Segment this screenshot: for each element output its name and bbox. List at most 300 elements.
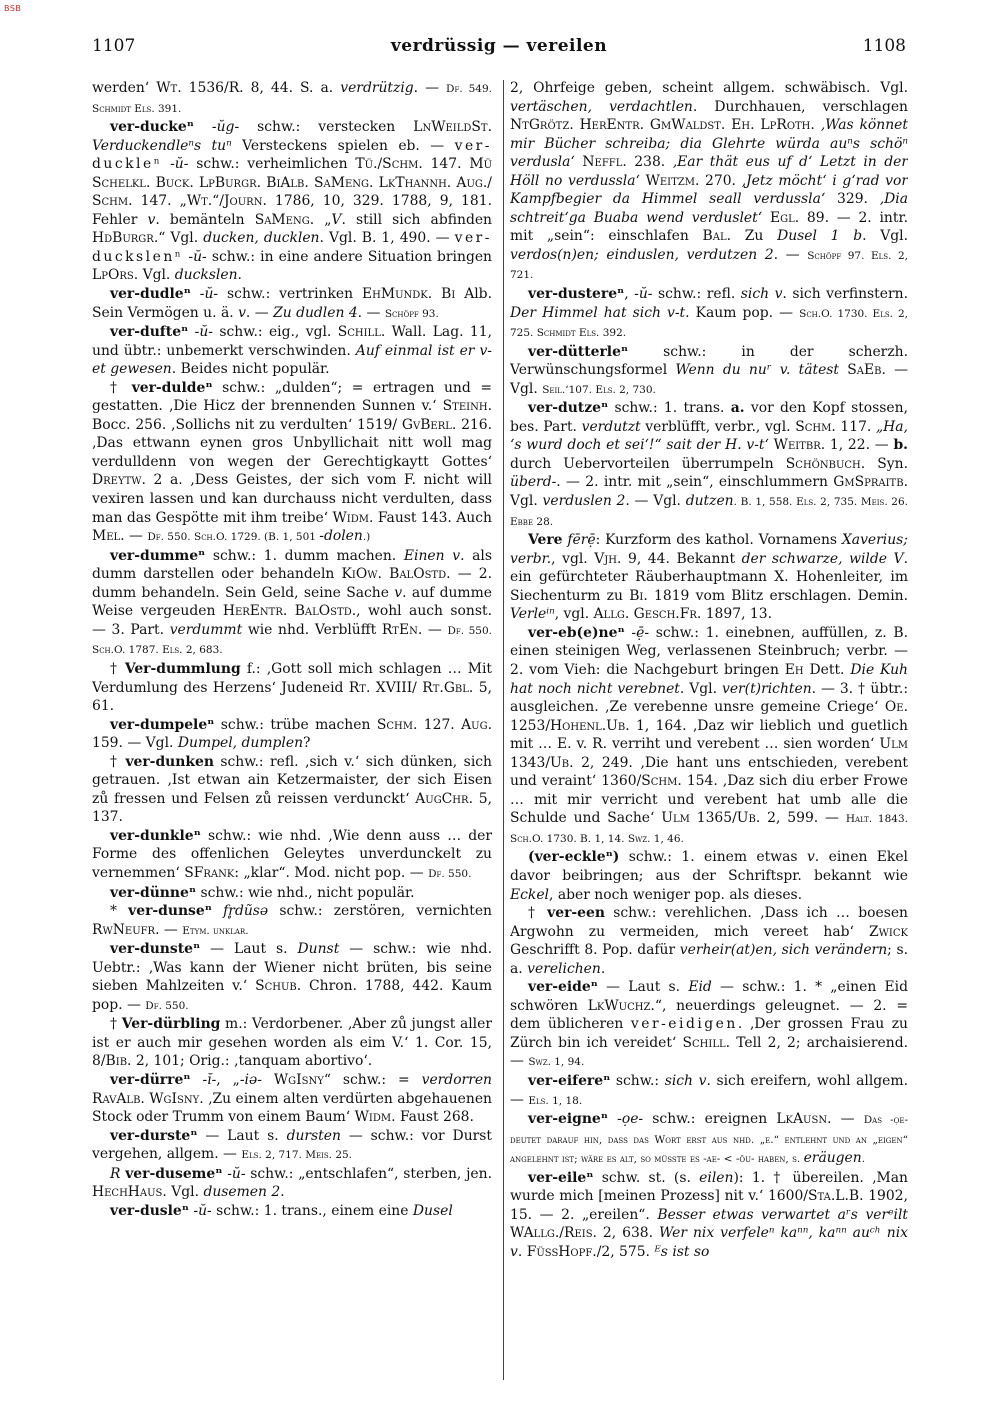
- entry-text: schw.: eig., vgl.: [212, 324, 338, 341]
- entry-text: -ŭ-: [227, 1165, 246, 1182]
- entry-text: Ulm: [661, 810, 690, 827]
- entry-text: schw. st. (s.: [593, 1169, 700, 1186]
- entry-text: . 1787.: [121, 644, 163, 657]
- entry-text: [839, 362, 847, 378]
- entry-text: GmSpraitb: [833, 474, 904, 491]
- entry-text: Sta.L.B: [808, 1188, 860, 1205]
- entry-text: Schmidt: [536, 327, 576, 340]
- entry-text: .: [487, 119, 492, 136]
- entry-text: Das -ọe- deutet darauf hin, dass das Wort erst aus nhd. „e.“ entlehnt und an „eigen“ angelehnt ist; wäre es alt, so müsste es -ae- < -ŏu- haben, s.: [510, 1114, 908, 1166]
- entry-text: KiOw. BalOstd: [341, 566, 447, 583]
- entry-text: . sich ereifern, wohl allgem. —: [510, 1072, 908, 1108]
- entry-headword: ver-dutzeⁿ: [528, 400, 609, 417]
- entry-text: . —: [773, 246, 808, 263]
- entry-text: Df: [447, 624, 461, 637]
- left-column: [92, 79, 492, 1379]
- entry-text: ver-duckleⁿ: [92, 137, 492, 173]
- entry-text: . 550.: [441, 867, 472, 880]
- entry-headword: ver-duldeⁿ: [131, 379, 213, 396]
- page-number-left: 1107: [92, 36, 136, 56]
- entry-text: Geschrifft 8. Pop. dafür: [510, 942, 680, 959]
- entry-text: ducken, ducklen: [203, 230, 320, 247]
- entry-text: Schm: [641, 773, 678, 790]
- entry-text: v: [394, 584, 403, 601]
- entry-text: .‘107.: [561, 383, 596, 396]
- entry-headword: ver-dütterleⁿ: [528, 343, 629, 360]
- entry-text: , vgl.: [551, 550, 595, 567]
- entry-text: überd-: [510, 474, 557, 491]
- entry-text: [191, 1072, 203, 1088]
- entry-text: dursten: [286, 1127, 341, 1144]
- entry-text: . 2, 101; Orig.: ‚tanquam abortivo‘.: [127, 1053, 373, 1070]
- entry-text: -ĭ-: [202, 1071, 217, 1088]
- entry-text: Halt: [845, 813, 869, 826]
- entry-text: m.: Verdorbener. ‚Aber zů jungst aller ist er auch mir gesehen worden als eim V.‘ 1. Cor. 15, 8/: [92, 1016, 492, 1070]
- entry-text: . 117.: [831, 418, 876, 435]
- entry-headword: ver-eileⁿ: [528, 1169, 594, 1186]
- entry-text: schw.: refl.: [652, 286, 741, 303]
- entry-text: SaMeng: [254, 211, 310, 228]
- entry-text: AugChr: [415, 790, 469, 807]
- entry-text: Allg. Gesch.Fr: [593, 606, 697, 623]
- entry-text: . —: [413, 80, 447, 96]
- entry-text: : Kurzform des kathol. Vornamens: [595, 532, 842, 549]
- entry-text: Sch.O: [799, 307, 830, 320]
- entry-text: NtGrötz. HerEntr. GmWaldst. Eh. LpRoth: [510, 117, 811, 134]
- entry-text: Df: [147, 531, 161, 544]
- entry-text: Swz: [627, 832, 648, 845]
- entry-text: Rt.Gbl: [422, 679, 469, 696]
- entry-text: -ŭ-: [193, 1202, 212, 1219]
- dictionary-entry: [510, 79, 908, 285]
- entry-text: . 2 a. ‚Dess Geistes, der sich vom F. nicht will vexiren lassen und kan durchauss nicht verdulten, dass man das Gespötte mit ihm treibe‘: [92, 472, 492, 526]
- entry-text: — Laut s.: [197, 1127, 287, 1144]
- entry-text: HdBurgr: [92, 230, 154, 247]
- right-column: [510, 79, 908, 1379]
- entry-text: .: [810, 117, 821, 134]
- entry-text: Eckel: [510, 886, 549, 903]
- entry-text: Dunst: [297, 941, 340, 958]
- entry-text: . Kaum pop. —: [685, 304, 800, 321]
- entry-text: . Syn.: [860, 455, 908, 472]
- entry-text: Mel: [92, 528, 121, 545]
- entry-text: . als dumm darstellen oder behandeln: [92, 547, 492, 583]
- entry-text: Eh: [784, 661, 804, 678]
- entry-text: Seil: [542, 383, 562, 396]
- entry-text: Schill: [337, 324, 381, 341]
- entry-text: . 2, 717.: [258, 1149, 306, 1162]
- entry-text: Wenn du nuʳ v. tätest: [675, 362, 840, 379]
- entry-text: f.: ‚Gott soll mich schlagen … Mit Verdumlung des Herzens‘ Judeneid: [92, 660, 492, 696]
- entry-text: . B. 1, 558.: [733, 496, 797, 509]
- entry-text: . —: [245, 304, 274, 321]
- entry-text: .: [280, 1184, 285, 1201]
- entry-text: EhMundk. Bi: [362, 286, 456, 303]
- entry-text: [262, 1072, 274, 1088]
- running-title: verdrüssig — vereilen: [390, 36, 608, 56]
- entry-text: — schw.: vor Durst vergehen, allgem. —: [92, 1127, 492, 1163]
- entry-text: 93.: [418, 307, 439, 320]
- entry-text: . 1, 46.: [647, 832, 684, 845]
- entry-text: Xaverius; verbr.: [510, 532, 908, 567]
- entry-text: sich v: [740, 286, 783, 303]
- entry-text: Bal: [702, 228, 727, 245]
- entry-text: Verleⁱⁿ: [510, 606, 555, 623]
- dictionary-entry: [510, 978, 908, 1072]
- entry-text: ver-duckslenⁿ: [92, 230, 492, 265]
- entry-text: .: [237, 267, 242, 284]
- entry-text: †: [110, 660, 125, 677]
- dictionary-entry: [510, 904, 908, 978]
- entry-text: Schm: [376, 716, 413, 733]
- entry-text: Einen v: [403, 547, 461, 564]
- entry-text: schw.: trübe machen: [214, 716, 377, 733]
- entry-text: †: [110, 1016, 122, 1033]
- entry-text: Journ: [223, 193, 263, 210]
- entry-text: Schmidt: [92, 102, 131, 115]
- entry-text: . 270.: [694, 172, 742, 189]
- entry-text: Schöpf: [807, 249, 842, 262]
- entry-text: . Vgl.: [162, 1184, 204, 1201]
- entry-text: . 2, 730.: [612, 383, 656, 396]
- entry-text: . Beides nicht populär.: [171, 361, 330, 378]
- entry-headword: ver-een: [547, 905, 605, 922]
- entry-text: [162, 156, 170, 172]
- entry-text: . 2, 638.: [592, 1225, 659, 1242]
- entry-text: . Wall. Lag. 11, und übtr.: unbemerkt verschwinden.: [92, 324, 492, 359]
- entry-text: schw.: vertrinken: [218, 286, 363, 303]
- entry-text: 1365/: [689, 810, 737, 827]
- entry-text: ; s. a.: [510, 942, 908, 977]
- entry-headword: ver-eigneⁿ: [528, 1111, 608, 1128]
- entry-text: dutzen: [685, 493, 734, 510]
- dictionary-entry: [510, 1169, 908, 1262]
- dictionary-entry: [92, 940, 492, 1015]
- entry-text: . Tell 2, 2; archaisierend. —: [510, 1034, 908, 1070]
- entry-text: . —: [827, 1111, 864, 1128]
- dictionary-entry: [510, 531, 908, 624]
- entry-text: Sch.O: [510, 832, 540, 845]
- entry-text: Schm: [795, 418, 832, 435]
- entry-text: . — 2. dumm behandeln. Sein Geld, seine Sache: [92, 566, 492, 601]
- entry-text: . 550.: [158, 999, 189, 1012]
- dictionary-entry: [92, 379, 492, 547]
- entry-text: 28.: [533, 515, 554, 528]
- entry-text: fērẹ̄: [567, 532, 596, 549]
- dictionary-entry: [510, 1072, 908, 1110]
- entry-text: [191, 286, 200, 302]
- entry-text: ‚Ear thät eus uf d‘ Letzt in der Höll no verdussla‘: [510, 154, 908, 189]
- entry-text: Dusel 1 b: [777, 228, 863, 245]
- entry-text: [212, 903, 223, 919]
- entry-text: Zu dudlen 4: [273, 304, 358, 321]
- entry-text: . XVIII/: [365, 679, 423, 696]
- entry-text: . 25.: [328, 1149, 353, 1162]
- entry-headword: ver-dursteⁿ: [110, 1127, 198, 1144]
- entry-text: -iə-: [239, 1071, 262, 1088]
- entry-text: . ‚Zu einem alten verdürten abgehauenen Stock oder Trumm von einem Baum‘: [92, 1090, 492, 1126]
- entry-text: Zwick: [868, 923, 908, 940]
- entry-text: Vjh: [594, 550, 618, 567]
- entry-text: durch Uebervorteilen überrumpeln: [510, 455, 786, 472]
- entry-text: 2, Ohrfeige geben, scheint allgem. schwäbisch. Vgl.: [510, 80, 908, 96]
- entry-text: Versteckens spielen eb. —: [231, 137, 455, 154]
- entry-text: schw.: in eine andere Situation bringen: [206, 248, 492, 265]
- entry-text: Weitbr: [773, 437, 821, 454]
- entry-text: ./2, 575.: [592, 1243, 655, 1260]
- entry-text: Sch.O: [92, 644, 122, 657]
- entry-text: . 1819 vom Blitz erschlagen. Demin.: [643, 587, 908, 604]
- entry-text: . Vgl.: [862, 228, 908, 245]
- entry-text: schw.: verstecken: [239, 119, 414, 136]
- page-number-right: 1108: [862, 36, 906, 56]
- entry-text: . 216. ‚Das ettwann eynen gros Unbyllichait nitt woll mag verdulldenn von wegen der Gerechtigkaytt Gottes‘: [92, 416, 492, 470]
- entry-text: . 1729. (B. 1, 501: [223, 531, 320, 544]
- entry-text: Ulm: [879, 736, 908, 753]
- entry-text: . 9, 44. Bekannt: [617, 550, 742, 567]
- dictionary-entry: [92, 323, 492, 379]
- entry-text: Weitzm: [645, 172, 695, 189]
- entry-text: . 550.: [460, 624, 492, 637]
- entry-text: Rt: [348, 679, 366, 696]
- entry-text: Bib: [105, 1053, 128, 1070]
- entry-text: LkWuchz: [587, 997, 651, 1014]
- dictionary-entry: [92, 753, 492, 827]
- entry-text: Els: [796, 496, 814, 509]
- entry-headword: ver-eifereⁿ: [528, 1072, 611, 1089]
- entry-text: . — Vgl.: [625, 493, 686, 510]
- entry-text: vertäschen, verdachtlen: [510, 98, 693, 115]
- entry-text: . — 3. † übtr.: ausgleichen. ‚Ze verebenne unsre gemeine Criege‘: [510, 680, 908, 716]
- entry-headword: ver-dummeⁿ: [110, 547, 206, 564]
- entry-text: HerEntr. BalOstd: [222, 603, 352, 620]
- entry-text: . 147. „: [128, 193, 187, 210]
- entry-text: . Vgl.: [133, 267, 175, 284]
- entry-text: . einen Ekel davor beibringen; aus der Schriftspr. bekannt wie: [510, 849, 908, 884]
- entry-text: Wt: [156, 80, 178, 96]
- entry-text: Hohenl.Ub: [550, 717, 626, 734]
- entry-text: verdummt: [169, 621, 243, 638]
- entry-text: V: [331, 211, 342, 228]
- entry-text: schw.: refl. ‚sich v.‘ sich dünken, sich getrauen. ‚Ist etwan ain Ketzermaister, der sich Eisen zů fressen und Felsen zů reissen verdunckt‘: [92, 753, 492, 807]
- entry-text: ‚Dia schtreit‘ga Buaba wend verduslet‘: [510, 191, 908, 226]
- entry-text: schw.: 1. trans.: [608, 400, 731, 417]
- page-header: [92, 36, 906, 66]
- entry-text: wie nhd. Verblüfft: [242, 621, 382, 638]
- entry-text: ver(t)richten: [721, 680, 812, 697]
- entry-headword: Ver-dürbling: [121, 1016, 221, 1033]
- dictionary-entry: [92, 660, 492, 716]
- entry-text: Schub: [255, 978, 297, 995]
- entry-text: schw.: 1. trans., einem eine: [211, 1202, 413, 1219]
- entry-text: . ‚Der grossen Frau zu Zürch bin ich vereidet‘: [510, 1016, 908, 1051]
- entry-text: schw.: „dulden“; = ertragen und = gestatten. ‚Die Hicz der brennenden Sunnen v.‘: [92, 379, 492, 415]
- entry-text: Schm: [92, 193, 129, 210]
- entry-text: — schw.: 1. * „einen Eid schwören: [510, 979, 908, 1014]
- entry-text: schw.: ereignen: [643, 1111, 777, 1128]
- entry-text: †: [528, 905, 548, 922]
- entry-text: . 1536/R. 8, 44. S. a.: [177, 80, 341, 96]
- entry-text: Els: [872, 307, 890, 320]
- entry-text: ./: [482, 174, 492, 191]
- entry-text: . Faust 143. Auch: [369, 509, 492, 526]
- entry-text: .): [362, 531, 371, 544]
- entry-headword: ver-dunsteⁿ: [110, 941, 201, 958]
- dictionary-entry: [92, 716, 492, 753]
- dictionary-entry: [92, 547, 492, 660]
- entry-text: ?: [303, 735, 311, 752]
- entry-text: 97.: [841, 249, 871, 262]
- entry-text: -ŭg-: [211, 119, 240, 136]
- entry-text: †: [110, 379, 132, 396]
- entry-text: Etym: [182, 924, 207, 937]
- entry-text: ., wohl auch sonst. — 3. Part.: [92, 603, 492, 638]
- entry-text: Dreytw: [92, 472, 142, 489]
- entry-text: — Laut s.: [200, 941, 298, 958]
- entry-text: . Vgl.: [679, 680, 722, 697]
- dictionary-entry: [510, 285, 908, 343]
- entry-text: Df: [446, 83, 460, 95]
- entry-text: Els: [162, 644, 180, 657]
- entry-text: . —: [155, 921, 183, 938]
- entry-headword: Vere: [528, 532, 563, 549]
- entry-text: Dumpel, dumplen: [177, 735, 304, 752]
- entry-text: . 159. — Vgl.: [92, 716, 492, 752]
- entry-text: eräugen: [803, 1150, 862, 1167]
- entry-text: verdorren: [421, 1071, 492, 1088]
- entry-text: “ schw.: =: [323, 1071, 422, 1088]
- entry-text: . 550.: [160, 531, 194, 544]
- entry-text: ver-eidigen: [630, 1016, 738, 1033]
- entry-text: Wt: [186, 193, 208, 210]
- entry-text: verheir(at)en, sich verändern: [679, 942, 888, 959]
- entry-text: [194, 119, 212, 135]
- entry-text: . —: [357, 304, 385, 321]
- entry-headword: ver-dusemeⁿ: [125, 1165, 223, 1182]
- entry-text: Swz: [528, 1056, 548, 1069]
- entry-text: Schöpf: [384, 307, 419, 320]
- entry-headword: ver-dustereⁿ: [528, 286, 625, 303]
- entry-text: . Bocc. 256. ‚Sollichs nit zu verdulten‘ 1519/: [92, 398, 492, 433]
- entry-headword: ver-dumpeleⁿ: [110, 716, 215, 733]
- entry-text: WgIsny: [273, 1071, 324, 1088]
- entry-text: . Vgl. B. 1, 490. —: [319, 230, 455, 247]
- entry-text: .: [861, 1153, 866, 1166]
- dictionary-entry: [510, 848, 908, 904]
- entry-text: Ub: [550, 754, 570, 771]
- entry-text: Der Himmel hat sich v-t: [510, 304, 686, 321]
- entry-text: ‚Jetz möcht‘ i g‘rad vor Kampfbegier da Himmel seall verdussla‘: [510, 172, 908, 208]
- entry-text: . 1786, 10, 329. 1788, 9, 181. Fehler: [92, 193, 492, 228]
- entry-text: . Vgl.: [510, 474, 908, 510]
- entry-text: [762, 210, 770, 226]
- entry-text: Besser etwas verwartet aʳs verᵉilt: [657, 1206, 908, 1223]
- entry-text: ): 1. † übereilen. ‚Man wurde mich [meinen Prozess] nit v.‘ 1600/: [510, 1169, 908, 1205]
- entry-text: -ŭ-: [194, 324, 213, 341]
- entry-text: Els: [595, 383, 613, 396]
- entry-headword: ver-ducke: [110, 119, 187, 136]
- entry-text: . 1730. B. 1, 14.: [539, 832, 628, 845]
- entry-text: LnWeildSt: [413, 119, 488, 136]
- entry-text: , „: [216, 1071, 240, 1088]
- entry-text: Wer nix verfeleⁿ kaⁿⁿ, kaⁿⁿ auᶜʰ nix v: [510, 1225, 908, 1260]
- entry-text: WAllg./Reis: [510, 1225, 593, 1242]
- entry-text: RavAlb. WgIsny: [92, 1090, 200, 1107]
- dictionary-entry: [92, 884, 492, 903]
- entry-text: Ebbe: [510, 515, 534, 528]
- entry-text: schw.:: [610, 1072, 665, 1089]
- dictionary-entry: [92, 1127, 492, 1165]
- entry-text: ‚Was könnet mir Bücher schreiba; dia Glehrte würda auⁿs schöⁿ verdusla‘: [510, 117, 908, 171]
- entry-text: verduslen 2: [542, 493, 626, 510]
- entry-text: . 1730.: [829, 307, 873, 320]
- entry-text: ᴱs ist so: [654, 1243, 710, 1260]
- entry-headword: ver-dufteⁿ: [110, 324, 189, 341]
- entry-text: . 2, 249. ‚Die hant uns entschieden, verebent und veraint‘ 1360/: [510, 754, 908, 790]
- entry-text: schw.: verehlichen. ‚Dass ich … boesen Argwohn zu vermeiden, mich vereet hab‘: [510, 905, 908, 940]
- entry-text: Mü Schelkl. Buck. LpBurgr. BiAlb. SaMeng. LkThannh. Aug: [92, 156, 492, 191]
- entry-text: Egl: [769, 209, 795, 226]
- entry-text: schw.: wie nhd., nicht populär.: [196, 884, 415, 901]
- entry-headword: ver-dunken: [125, 753, 214, 770]
- entry-text: .“/: [207, 193, 224, 210]
- entry-headword: ver-eideⁿ: [528, 979, 598, 996]
- entry-text: Neffl: [582, 154, 623, 171]
- dictionary-entry: [92, 1015, 492, 1071]
- entry-text: Els. 391.: [130, 102, 182, 115]
- entry-headword: ver-dudleⁿ: [110, 286, 191, 303]
- entry-text: RwNeufr: [92, 921, 156, 938]
- entry-text: , vgl.: [554, 606, 594, 623]
- entry-text: .: [600, 960, 606, 977]
- entry-text: . 1902, 15. — 2. „ereilen“.: [510, 1188, 908, 1223]
- entry-text: . unklar.: [206, 924, 249, 937]
- entry-text: schw.: 1. dumm machen.: [205, 547, 404, 564]
- entry-text: . — 2. intr. mit „sein“, einschlummern: [556, 474, 834, 491]
- entry-text: Auf einmal ist er v-et gewesen: [92, 342, 492, 378]
- entry-text: . 2, 683.: [179, 644, 223, 657]
- dictionary-entry: [92, 79, 492, 118]
- entry-text: Ub: [736, 810, 756, 827]
- entry-text: eilen: [699, 1169, 734, 1186]
- entry-text: . 5, 137.: [92, 790, 492, 826]
- entry-headword: b.: [893, 437, 908, 454]
- entry-text: — Laut s.: [597, 979, 689, 996]
- entry-text: . 549.: [459, 83, 492, 95]
- entry-headword: ver-dürreⁿ: [110, 1071, 191, 1088]
- entry-text: Bi: [629, 587, 644, 604]
- entry-text: 329.: [825, 191, 880, 208]
- entry-text: . —: [417, 621, 448, 638]
- entry-text: . 2, 599. —: [755, 810, 846, 827]
- entry-text: †: [110, 753, 126, 770]
- entry-text: Els. 392.: [575, 327, 627, 340]
- entry-text: Alb. Sein Vermögen u. ä.: [92, 286, 492, 321]
- entry-text: Die Kuh hat noch nicht verebnet: [510, 661, 908, 697]
- library-stamp: BSB: [4, 4, 22, 13]
- entry-text: HechHaus: [92, 1184, 163, 1201]
- entry-text: . Durchhauen, verschlagen: [692, 98, 908, 115]
- entry-text: . still sich abfinden: [341, 211, 492, 228]
- entry-text: Widm: [332, 509, 370, 526]
- entry-text: . Faust 268.: [391, 1109, 474, 1126]
- entry-text: R: [110, 1165, 121, 1182]
- entry-text: Steinh: [442, 398, 488, 415]
- entry-text: . —: [120, 528, 148, 545]
- entry-text: . 89. — 2. intr. mit „sein“: einschlafen: [510, 209, 908, 245]
- entry-text: v: [806, 849, 815, 866]
- entry-text: . 26.: [884, 496, 908, 509]
